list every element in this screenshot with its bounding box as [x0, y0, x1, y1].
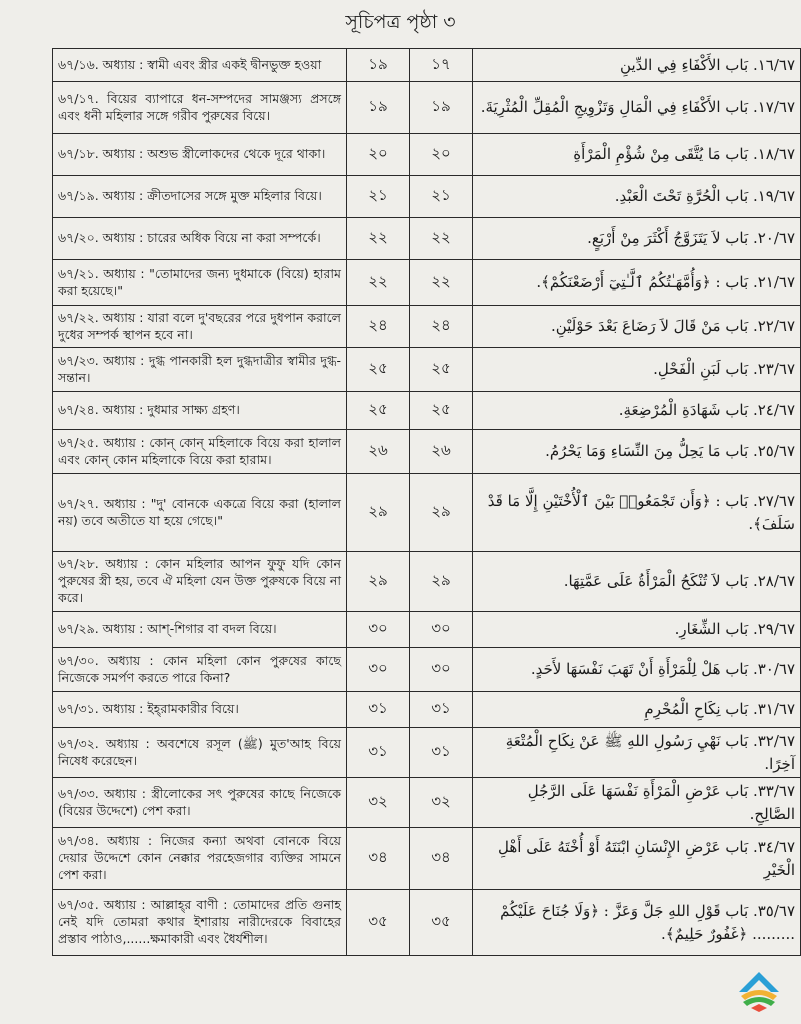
table-row [53, 828, 801, 890]
arabic-title: ٣١/٦٧. بَاب نِكَاحِ الْمُحْرِمِ [473, 692, 801, 728]
page-number-arabic: ২৫ [410, 392, 473, 430]
bengali-title: ৬৭/২৪. অধ্যায় : দুধমার সাক্ষ্য গ্রহণ। [53, 392, 347, 430]
page-number-arabic: ৩৪ [410, 828, 473, 890]
bengali-title: ৬৭/২৩. অধ্যায় : দুগ্ধ পানকারী হল দুগ্ধদাত্রীর স্বামীর দুগ্ধ-সন্তান। [53, 348, 347, 392]
table-row [53, 552, 801, 612]
table-row [53, 890, 801, 956]
bengali-title: ৬৭/২৯. অধ্যায় : আশ্-শিগার বা বদল বিয়ে। [53, 612, 347, 648]
page-number-bengali: ২৫ [347, 348, 410, 392]
arabic-title: ٢٤/٦٧. بَاب شَهَادَةِ الْمُرْضِعَةِ. [473, 392, 801, 430]
bengali-title: ৬৭/৩৩. অধ্যায় : স্ত্রীলোকের সৎ পুরুষের কাছে নিজেকে (বিয়ের উদ্দেশে) পেশ করা। [53, 778, 347, 828]
table-row [53, 348, 801, 392]
bengali-title: ৬৭/১৯. অধ্যায় : ক্রীতদাসের সঙ্গে মুক্ত মহিলার বিয়ে। [53, 176, 347, 218]
page-number-arabic: ৩০ [410, 612, 473, 648]
table-row [53, 306, 801, 348]
arabic-title: ٢٧/٦٧. بَاب : ﴿وَأَن تَجْمَعُوا۟ بَيْنَ ٱلْأُخْتَيْنِ إِلَّا مَا قَدْ سَلَفَ﴾. [473, 474, 801, 552]
table-row [53, 134, 801, 176]
page-number-arabic: ৩১ [410, 728, 473, 778]
page-number-bengali: ২০ [347, 134, 410, 176]
bengali-title: ৬৭/২১. অধ্যায় : "তোমাদের জন্য দুধমাকে (বিয়ে) হারাম করা হয়েছে।" [53, 260, 347, 306]
arabic-title: ١٨/٦٧. بَاب مَا يُتَّقَى مِنْ شُؤْمِ الْمَرْأَةِ [473, 134, 801, 176]
bengali-title: ৬৭/৩১. অধ্যায় : ইহ্‌রামকারীর বিয়ে। [53, 692, 347, 728]
page-number-bengali: ৩১ [347, 728, 410, 778]
arabic-title: ٢١/٦٧. بَاب : ﴿وَأُمَّهَـٰتُكُمُ ٱلَّـٰتِيٓ أَرْضَعْنَكُمْ﴾. [473, 260, 801, 306]
page-number-arabic: ৩২ [410, 778, 473, 828]
bengali-title: ৬৭/১৬. অধ্যায় : স্বামী এবং স্ত্রীর একই দ্বীনভুক্ত হওয়া [53, 49, 347, 82]
page-number-arabic: ১৯ [410, 82, 473, 134]
table-row [53, 430, 801, 474]
arabic-title: ٣٠/٦٧. بَاب هَلْ لِلْمَرْأَةِ أَنْ تَهَبَ نَفْسَهَا لأَحَدٍ. [473, 648, 801, 692]
page-number-bengali: ২১ [347, 176, 410, 218]
page-number-bengali: ১৯ [347, 49, 410, 82]
page-number-arabic: ২৯ [410, 552, 473, 612]
table-row [53, 49, 801, 82]
arabic-title: ٢٥/٦٧. بَاب مَا يَحِلُّ مِنَ النِّسَاءِ وَمَا يَحْرُمُ. [473, 430, 801, 474]
bengali-title: ৬৭/২৫. অধ্যায় : কোন্ কোন্ মহিলাকে বিয়ে করা হালাল এবং কোন্ কোন মহিলাকে বিয়ে করা হারাম। [53, 430, 347, 474]
bengali-title: ৬৭/২০. অধ্যায় : চারের অধিক বিয়ে না করা সম্পর্কে। [53, 218, 347, 260]
page-number-bengali: ১৯ [347, 82, 410, 134]
page-number-bengali: ৩২ [347, 778, 410, 828]
table-row [53, 778, 801, 828]
bengali-title: ৬৭/৩২. অধ্যায় : অবশেষে রসূল (ﷺ) মুত'আহ বিয়ে নিষেধ করেছেন। [53, 728, 347, 778]
page-number-bengali: ৩৫ [347, 890, 410, 956]
arabic-title: ١٦/٦٧. بَاب الأَكْفَاءِ فِي الدِّينِ [473, 49, 801, 82]
arabic-title: ١٧/٦٧. بَاب الأَكْفَاءِ فِي الْمَالِ وَتَزْوِيجِ الْمُقِلِّ الْمُثْرِيَةَ. [473, 82, 801, 134]
page-number-bengali: ২৫ [347, 392, 410, 430]
table-row [53, 648, 801, 692]
bengali-title: ৬৭/৩৪. অধ্যায় : নিজের কন্যা অথবা বোনকে বিয়ে দেয়ার উদ্দেশে কোন নেক্কার পরহেজগার ব্যক্তির সামনে পেশ করা। [53, 828, 347, 890]
page-number-arabic: ২৯ [410, 474, 473, 552]
page-number-arabic: ২২ [410, 260, 473, 306]
page-number-bengali: ৩৪ [347, 828, 410, 890]
arabic-title: ٢٩/٦٧. بَاب الشِّغَارِ. [473, 612, 801, 648]
page-number-bengali: ২২ [347, 260, 410, 306]
page-number-bengali: ২৯ [347, 552, 410, 612]
bengali-title: ৬৭/১৮. অধ্যায় : অশুভ স্ত্রীলোকদের থেকে দূরে থাকা। [53, 134, 347, 176]
arabic-title: ٢٨/٦٧. بَاب لاَ تُنْكَحُ الْمَرْأَةُ عَلَى عَمَّتِهَا. [473, 552, 801, 612]
arabic-title: ٢٠/٦٧. بَاب لاَ يَتَزَوَّجُ أَكْثَرَ مِنْ أَرْبَعٍ. [473, 218, 801, 260]
toc-table [52, 48, 801, 956]
arabic-title: ٣٢/٦٧. بَاب نَهْيِ رَسُولِ اللهِ ﷺ عَنْ نِكَاحِ الْمُتْعَةِ آخِرًا. [473, 728, 801, 778]
bengali-title: ৬৭/১৭. বিয়ের ব্যাপারে ধন-সম্পদের সামঞ্জস্য প্রসঙ্গে এবং ধনী মহিলার সঙ্গে গরীব পুরুষের বিয়ে। [53, 82, 347, 134]
table-row [53, 728, 801, 778]
page-number-bengali: ৩১ [347, 692, 410, 728]
bengali-title: ৬৭/২৭. অধ্যায় : "দু' বোনকে একত্রে বিয়ে করা (হালাল নয়) তবে অতীতে যা হয়ে গেছে।" [53, 474, 347, 552]
toc-body [53, 49, 801, 956]
page-number-arabic: ২৬ [410, 430, 473, 474]
table-row [53, 176, 801, 218]
page-number-bengali: ২৬ [347, 430, 410, 474]
publisher-logo-icon [733, 970, 785, 1014]
page-number-bengali: ২৪ [347, 306, 410, 348]
table-row [53, 218, 801, 260]
page-number-arabic: ২১ [410, 176, 473, 218]
table-row [53, 474, 801, 552]
page-number-arabic: ৩০ [410, 648, 473, 692]
table-row [53, 260, 801, 306]
page-title: সূচিপত্র পৃষ্ঠা ৩ [345, 11, 456, 33]
page-number-arabic: ২৫ [410, 348, 473, 392]
page-number-bengali: ২৯ [347, 474, 410, 552]
page-number-bengali: ৩০ [347, 612, 410, 648]
arabic-title: ٢٢/٦٧. بَاب مَنْ قَالَ لاَ رَضَاعَ بَعْدَ حَوْلَيْنِ. [473, 306, 801, 348]
page-number-arabic: ২৪ [410, 306, 473, 348]
page-number-arabic: ১৭ [410, 49, 473, 82]
bengali-title: ৬৭/২৮. অধ্যায় : কোন মহিলার আপন ফুফু যদি কোন পুরুষের স্ত্রী হয়, তবে ঐ মহিলা যেন উক্ত পুরুষকে বিয়ে না করে। [53, 552, 347, 612]
table-row [53, 82, 801, 134]
table-row [53, 692, 801, 728]
page-number-arabic: ৩১ [410, 692, 473, 728]
page-number-arabic: ২০ [410, 134, 473, 176]
arabic-title: ٣٤/٦٧. بَاب عَرْضِ الإِنْسَانِ ابْنَتَهُ أَوْ أُخْتَهُ عَلَى أَهْلِ الْخَيْرِ [473, 828, 801, 890]
bengali-title: ৬৭/৩০. অধ্যায় : কোন মহিলা কোন পুরুষের কাছে নিজেকে সমর্পণ করতে পারে কিনা? [53, 648, 347, 692]
table-row [53, 392, 801, 430]
bengali-title: ৬৭/২২. অধ্যায় : যারা বলে দু'বছরের পরে দুধপান করালে দুধের সম্পর্ক স্থাপন হবে না। [53, 306, 347, 348]
bengali-title: ৬৭/৩৫. অধ্যায় : আল্লাহ্‌র বাণী : তোমাদের প্রতি গুনাহ নেই যদি তোমরা কথার ইশারায় নারীদেরকে বিবাহের প্রস্তাব পাঠাও,......ক্ষমাকারী এবং ধৈর্যশীল। [53, 890, 347, 956]
page-number-arabic: ৩৫ [410, 890, 473, 956]
page-number-bengali: ৩০ [347, 648, 410, 692]
page-number-bengali: ২২ [347, 218, 410, 260]
arabic-title: ١٩/٦٧. بَاب الْحُرَّةِ تَحْتَ الْعَبْدِ. [473, 176, 801, 218]
arabic-title: ٣٣/٦٧. بَاب عَرْضِ الْمَرْأَةِ نَفْسَهَا عَلَى الرَّجُلِ الصَّالِحِ. [473, 778, 801, 828]
table-row [53, 612, 801, 648]
arabic-title: ٢٣/٦٧. بَاب لَبَنِ الْفَحْلِ. [473, 348, 801, 392]
page-number-arabic: ২২ [410, 218, 473, 260]
arabic-title: ٣٥/٦٧. بَاب قَوْلِ اللهِ جَلَّ وَعَزَّ : ﴿وَلَا جُنَاحَ عَلَيْكُمْ ......... ﴿غَفُورٌ حَلِيمٌ﴾. [473, 890, 801, 956]
